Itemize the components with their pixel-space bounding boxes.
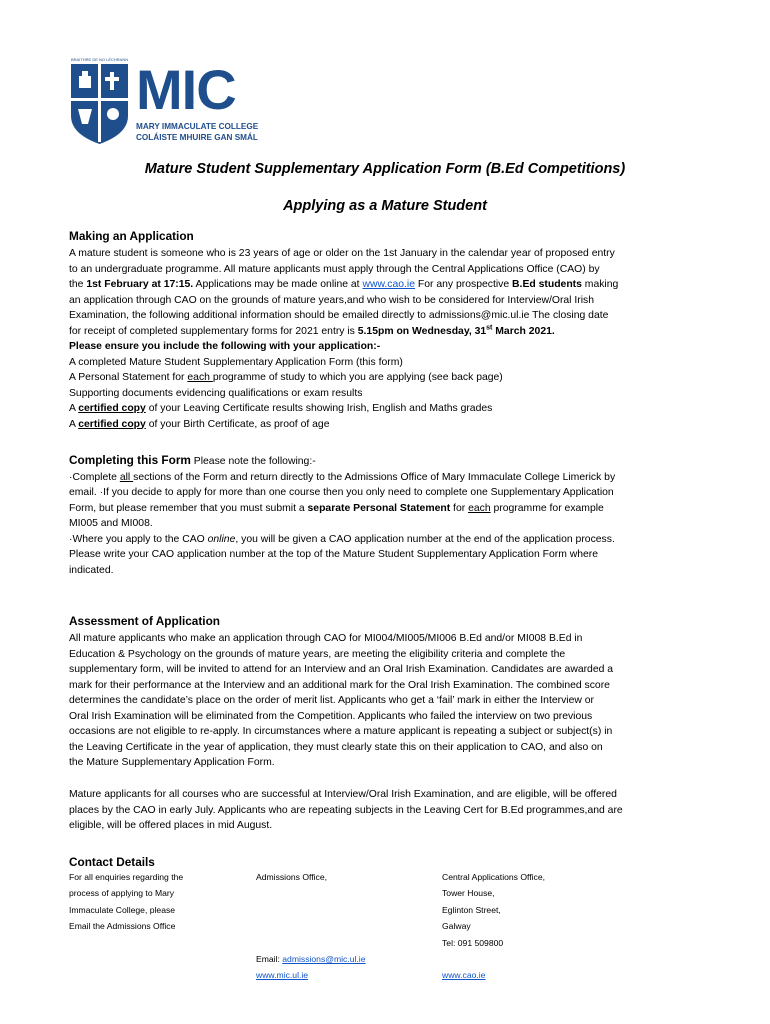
completing-heading: Completing this Form [69, 453, 191, 467]
assessment-line: Education & Psychology on the grounds of mature years, are meeting the eligibility criteria and complete the [69, 648, 566, 660]
form-subtitle: Applying as a Mature Student [283, 198, 487, 214]
completing-line-2: email. ·If you decide to apply for more than one course then you only need to complete one Supplementary Application [69, 487, 614, 498]
completing-line-4: MI005 and MI008. [69, 518, 153, 529]
contact-col-enquiries: For all enquiries regarding the process of applying to Mary Immaculate College, please Email the Admissions Office [69, 872, 184, 932]
include-item-3: Supporting documents evidencing qualifications or exam results [69, 387, 363, 399]
admissions-email-link[interactable]: admissions@mic.ul.ie [282, 954, 366, 964]
mic-logo [70, 54, 260, 146]
making-heading: Making an Application [69, 229, 194, 243]
making-line-2: to an undergraduate programme. All mature applicants must apply through the Central Applications Office (CAO) by [69, 263, 600, 275]
crest-caption: BRAITHRE DE NO LÉCHRANN [71, 57, 129, 62]
include-item-2: A Personal Statement for each programme of study to which you are applying (see back page) [69, 372, 503, 383]
contact-heading: Contact Details [69, 855, 155, 869]
offers-paragraph [69, 787, 709, 834]
assessment-heading: Assessment of Application [69, 614, 220, 628]
mic-website-link[interactable]: www.mic.ul.ie [256, 970, 309, 981]
making-line-5: Examination, the following additional information should be emailed directly to admissions@mic.ul.ie The closing date [69, 310, 609, 321]
completing-line-5: ·Where you apply to the CAO online, you will be given a CAO application number at the end of the application process. [69, 533, 615, 545]
college-name-ga: COLÁISTE MHUIRE GAN SMÁL [136, 133, 258, 142]
include-item-5: A certified copy of your Birth Certificate, as proof of age [69, 418, 330, 430]
cao-website-link[interactable]: www.cao.ie [442, 970, 486, 981]
include-item-1: A completed Mature Student Supplementary Application Form (this form) [69, 356, 403, 368]
assessment-line: the Mature Supplementary Application Form. [69, 757, 275, 768]
completing-section [69, 453, 709, 578]
contact-col-admissions: Admissions Office, Email: admissions@mic.ul.ie www.mic.ul.ie [256, 872, 366, 981]
completing-line-1: ·Complete all sections of the Form and return directly to the Admissions Office of Mary Immaculate College Limerick by [69, 471, 616, 483]
assessment-line: mark for their performance at the Interview and an additional mark for the Oral Irish Examination. The combined score [69, 679, 610, 691]
completing-note: Please note the following:- [190, 456, 316, 467]
assessment-line: supplementary form, will be invited to attend for an Interview and an Oral Irish Examination. Candidates are awarded a [69, 664, 614, 675]
form-title: Mature Student Supplementary Application Form (B.Ed Competitions) [144, 161, 626, 177]
cao-link[interactable]: www.cao.ie [362, 279, 416, 290]
making-line-3: the 1st February at 17:15. Applications may be made online at www.cao.ie For any prospective B.Ed students making [69, 279, 619, 290]
making-body [69, 246, 709, 432]
completing-line-3: Form, but please remember that you must submit a separate Personal Statement for each programme for example [69, 502, 604, 514]
college-name-en: MARY IMMACULATE COLLEGE [136, 122, 259, 131]
offers-line: eligible, will be offered places in mid August. [69, 820, 273, 831]
assessment-line: occasions are not eligible to re-apply. In circumstances where a mature applicant is repeating a subject or subject(s) in [69, 726, 613, 737]
contact-col-cao: Central Applications Office, Tower House, Eglinton Street, Galway Tel: 091 509800 www.cao.ie [442, 872, 546, 981]
include-item-4: A certified copy of your Leaving Certificate results showing Irish, English and Maths grades [69, 403, 493, 414]
assessment-body [69, 631, 709, 771]
completing-line-6: Please write your CAO application number at the top of the Mature Student Supplementary Application Form where [69, 549, 599, 560]
completing-line-7: indicated. [69, 564, 114, 576]
logo-letters: MIC [136, 58, 236, 121]
assessment-line: the Leaving Certificate in the year of application, they must clearly state this on their application to CAO, and also on [69, 741, 603, 753]
assessment-line: Oral Irish Examination will be eliminated from the Competition. Applicants who failed the interview on two previous [69, 710, 593, 722]
making-line-6: for receipt of completed supplementary forms for 2021 entry is 5.15pm on Wednesday, 31st March 2021. [69, 324, 555, 337]
offers-line: Mature applicants for all courses who are successful at Interview/Oral Irish Examination, and are eligible, will be offered [69, 789, 617, 800]
include-heading: Please ensure you include the following with your application:- [69, 341, 381, 352]
assessment-line: determines the candidate’s place on the order of merit list. Applicants who get a ‘fail’ mark in either the Interview or [69, 695, 594, 706]
offers-line: places by the CAO in early July. Applicants who are repeating subjects in the Leaving Cert for B.Ed programmes,and are [69, 804, 623, 816]
making-line-1: A mature student is someone who is 23 years of age or older on the 1st January in the calendar year of proposed entry [69, 248, 615, 259]
assessment-line: All mature applicants who make an application through CAO for MI004/MI005/MI006 B.Ed and/or MI008 B.Ed in [69, 633, 583, 644]
making-line-4: an application through CAO on the grounds of mature years,and who wish to be considered for Interview/Oral Irish [69, 294, 595, 306]
